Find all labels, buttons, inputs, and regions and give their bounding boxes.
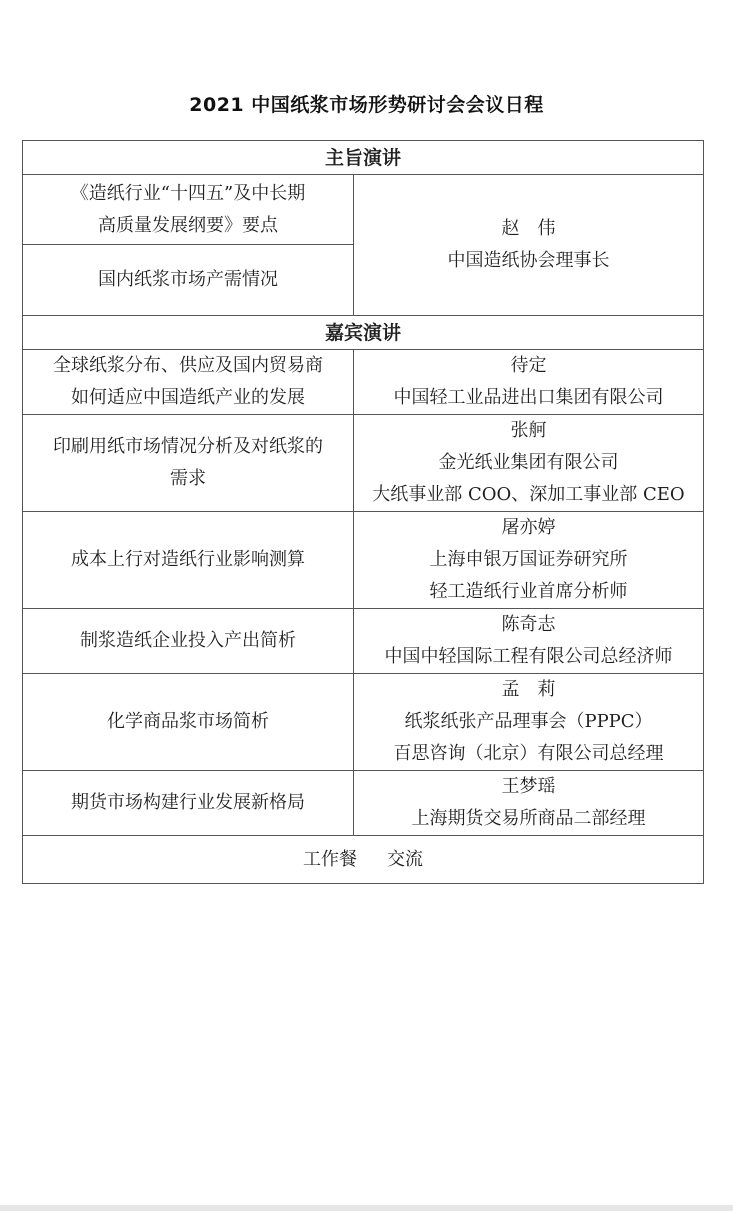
table-row [23,415,704,512]
guest-topic [23,771,354,836]
table-row [23,175,704,245]
topic-line: 高质量发展纲要》要点 [98,214,278,236]
guest-speaker [354,415,704,512]
guest-speaker [354,771,704,836]
table-row [23,771,704,836]
guest-topic [23,512,354,609]
topic-line: 《造纸行业“十四五”及中长期 [70,182,306,204]
speaker-affiliation: 上海申银万国证券研究所 [429,549,628,570]
speaker-title: 大纸事业部 COO、深加工事业部 CEO [372,484,685,505]
speaker-affiliation: 中国中轻国际工程有限公司总经济师 [384,646,673,667]
speaker-affiliation: 上海期货交易所商品二部经理 [411,808,646,829]
bottom-bar [0,1205,733,1211]
topic-line: 国内纸浆市场产需情况 [98,269,278,290]
topic-line: 成本上行对造纸行业影响测算 [71,549,305,570]
speaker-title: 轻工造纸行业首席分析师 [429,581,628,602]
schedule-table [22,140,704,884]
topic-line: 如何适应中国造纸产业的发展 [71,387,305,408]
keynote-topic-1 [23,175,354,245]
topic-line: 印刷用纸市场情况分析及对纸浆的 [53,436,323,457]
guest-topic [23,609,354,674]
speaker-name: 张舸 [510,420,547,441]
footer-exchange: 交流 [387,848,423,870]
guest-speaker [354,674,704,771]
speaker-affiliation: 中国造纸协会理事长 [447,250,610,271]
speaker-name: 孟 莉 [501,679,556,700]
speaker-affiliation: 中国轻工业品进出口集团有限公司 [393,387,664,408]
table-row [23,674,704,771]
guest-speaker [354,512,704,609]
keynote-header: 主旨演讲 [23,141,704,175]
topic-line: 化学商品浆市场简析 [107,711,269,732]
keynote-topic-2 [23,245,354,316]
topic-line: 期货市场构建行业发展新格局 [71,792,305,813]
speaker-affiliation: 纸浆纸张产品理事会（PPPC） [404,711,653,732]
speaker-name: 赵 伟 [501,218,556,239]
keynote-speaker [354,175,704,316]
table-row [23,609,704,674]
guest-topic [23,674,354,771]
speaker-name: 王梦瑶 [501,776,556,797]
table-row [23,512,704,609]
topic-line: 全球纸浆分布、供应及国内贸易商 [53,355,323,376]
topic-line: 需求 [170,468,206,489]
guest-header-row [23,316,704,350]
speaker-affiliation: 金光纸业集团有限公司 [438,452,619,473]
page-title: 2021 中国纸浆市场形势研讨会会议日程 [189,94,544,116]
footer-cell [23,836,704,884]
topic-line: 制浆造纸企业投入产出简析 [80,630,296,651]
speaker-name: 陈奇志 [501,614,556,635]
footer-row [23,836,704,884]
guest-topic [23,350,354,415]
guest-topic [23,415,354,512]
footer-meal: 工作餐 [303,848,357,870]
keynote-header-row [23,141,704,175]
speaker-title: 百思咨询（北京）有限公司总经理 [393,743,664,764]
speaker-name: 屠亦婷 [501,517,556,538]
speaker-name: 待定 [510,355,547,376]
guest-header: 嘉宾演讲 [23,316,704,350]
guest-speaker [354,350,704,415]
table-row [23,350,704,415]
guest-speaker [354,609,704,674]
